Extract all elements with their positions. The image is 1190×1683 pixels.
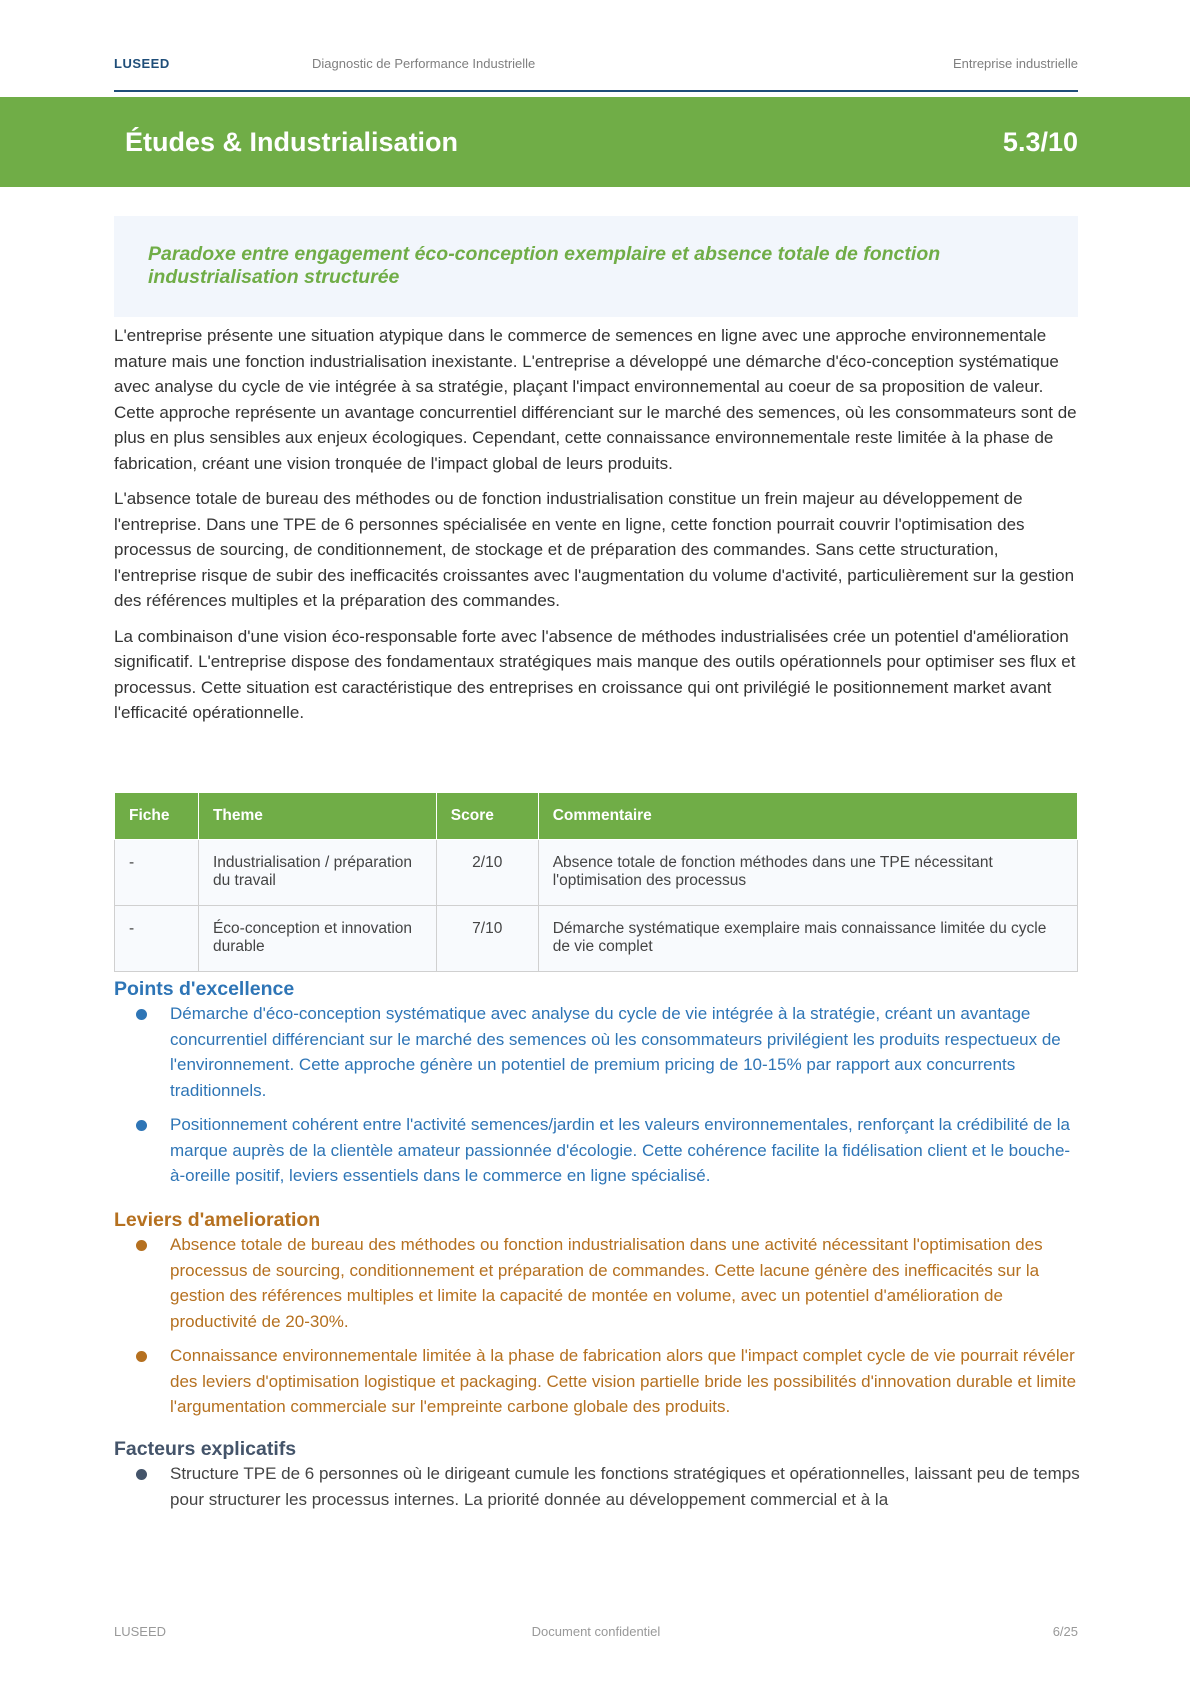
brand-name: LUSEED bbox=[114, 56, 170, 71]
cell-theme: Éco-conception et innovation durable bbox=[198, 906, 436, 972]
factors-list bbox=[114, 1461, 1080, 1512]
bullet-icon bbox=[136, 1351, 147, 1362]
cell-commentaire: Démarche systématique exemplaire mais connaissance limitée du cycle de vie complet bbox=[538, 906, 1077, 972]
list-item-text: Connaissance environnementale limitée à la phase de fabrication alors que l'impact complet cycle de vie pourrait révéler des leviers d'optimisation logistique et packaging. Cette vision partielle bride les possibilités d'innovation durable et limite l'argumentation commerciale sur l'empreinte carbone globale des produits. bbox=[170, 1346, 1077, 1416]
levers-heading: Leviers d'amelioration bbox=[114, 1209, 321, 1231]
score-table bbox=[114, 792, 1078, 972]
section-score: 5.3/10 bbox=[1002, 127, 1078, 157]
list-item-text: Absence totale de bureau des méthodes ou fonction industrialisation dans une activité nécessitant l'optimisation des processus de sourcing, conditionnement et préparation de commandes. Cette lacune génère des inefficacités sur la gestion des références multiples et limite la capacité de montée en volume, avec un potentiel d'amélioration de productivité de 20-30%. bbox=[170, 1235, 1043, 1331]
column-header-theme: Theme bbox=[198, 793, 436, 840]
list-item bbox=[114, 1001, 1080, 1103]
analysis-paragraph: L'entreprise présente une situation atypique dans le commerce de semences en ligne avec une approche environnementale mature mais une fonction industrialisation inexistante. L'entreprise a développé une démarche d'éco-conception systématique avec analyse du cycle de vie intégrée à sa stratégie, plaçant l'impact environnemental au coeur de sa proposition de valeur. Cette approche représente un avantage concurrentiel différenciant sur le marché des semences, où les consommateurs sont de plus en plus sensibles aux enjeux écologiques. Cependant, cette connaissance environnementale reste limitée à la phase de fabrication, créant une vision tronquée de l'impact global de leurs produits. bbox=[114, 326, 1077, 473]
column-header-fiche: Fiche bbox=[115, 793, 199, 840]
table-row bbox=[115, 840, 1078, 906]
list-item bbox=[114, 1343, 1080, 1420]
table-header-row bbox=[115, 793, 1078, 840]
page-number: 6/25 bbox=[1052, 1624, 1078, 1639]
excellence-list bbox=[114, 1001, 1080, 1189]
key-finding-text: Paradoxe entre engagement éco-conception exemplaire et absence totale de fonction industrialisation structurée bbox=[148, 243, 941, 288]
column-header-commentaire: Commentaire bbox=[538, 793, 1077, 840]
cell-score: 2/10 bbox=[436, 840, 538, 906]
cell-fiche: - bbox=[115, 840, 199, 906]
list-item-text: Démarche d'éco-conception systématique avec analyse du cycle de vie intégrée à la stratégie, créant un avantage concurrentiel différenciant sur le marché des semences où les consommateurs privilégient les produits respectueux de l'environnement. Cette approche génère un potentiel de premium pricing de 10-15% par rapport aux concurrents traditionnels. bbox=[170, 1004, 1061, 1100]
cell-commentaire: Absence totale de fonction méthodes dans une TPE nécessitant l'optimisation des processus bbox=[538, 840, 1077, 906]
key-finding-callout bbox=[114, 216, 1078, 317]
section-banner bbox=[0, 97, 1190, 187]
bullet-icon bbox=[136, 1240, 147, 1251]
column-header-score: Score bbox=[436, 793, 538, 840]
cell-score: 7/10 bbox=[436, 906, 538, 972]
list-item-text: Positionnement cohérent entre l'activité semences/jardin et les valeurs environnementales, renforçant la crédibilité de la marque auprès de la clientèle amateur passionnée d'écologie. Cette cohérence facilite la fidélisation client et le bouche-à-oreille positif, leviers essentiels dans le commerce en ligne spécialisé. bbox=[170, 1115, 1071, 1185]
analysis-paragraph: L'absence totale de bureau des méthodes ou de fonction industrialisation constitue un frein majeur au développement de l'entreprise. Dans une TPE de 6 personnes spécialisée en vente en ligne, cette fonction pourrait couvrir l'optimisation des processus de sourcing, de conditionnement, de stockage et de préparation des commandes. Sans cette structuration, l'entreprise risque de subir des inefficacités croissantes avec l'augmentation du volume d'activité, particulièrement sur la gestion des références multiples et la préparation des commandes. bbox=[114, 489, 1075, 610]
factors-heading: Facteurs explicatifs bbox=[114, 1438, 297, 1460]
bullet-icon bbox=[136, 1009, 147, 1020]
list-item bbox=[114, 1112, 1080, 1189]
analysis-body bbox=[114, 323, 1080, 736]
footer-confidentiality: Document confidentiel bbox=[531, 1624, 661, 1639]
analysis-paragraph: La combinaison d'une vision éco-responsable forte avec l'absence de méthodes industrialisées crée un potentiel d'amélioration significatif. L'entreprise dispose des fondamentaux stratégiques mais manque des outils opérationnels pour optimiser ses flux et processus. Cette situation est caractéristique des entreprises en croissance qui ont privilégié le positionnement market avant l'efficacité opérationnelle. bbox=[114, 626, 1076, 722]
factors-section bbox=[114, 1437, 1080, 1521]
levers-list bbox=[114, 1232, 1080, 1420]
footer-brand: LUSEED bbox=[114, 1624, 167, 1639]
excellence-heading: Points d'excellence bbox=[114, 978, 295, 1000]
list-item bbox=[114, 1461, 1080, 1512]
page-header bbox=[114, 54, 1078, 92]
page-footer bbox=[114, 1624, 1078, 1644]
excellence-section bbox=[114, 977, 1080, 1198]
list-item bbox=[114, 1232, 1080, 1334]
levers-section bbox=[114, 1208, 1080, 1429]
document-title: Diagnostic de Performance Industrielle bbox=[312, 56, 536, 71]
list-item-text: Structure TPE de 6 personnes où le dirigeant cumule les fonctions stratégiques et opérationnelles, laissant peu de temps pour structurer les processus internes. La priorité donnée au développement commercial et à la bbox=[170, 1464, 1080, 1509]
table-row bbox=[115, 906, 1078, 972]
bullet-icon bbox=[136, 1469, 147, 1480]
section-title: Études & Industrialisation bbox=[125, 127, 459, 157]
cell-fiche: - bbox=[115, 906, 199, 972]
client-name: Entreprise industrielle bbox=[952, 56, 1078, 71]
cell-theme: Industrialisation / préparation du travail bbox=[198, 840, 436, 906]
bullet-icon bbox=[136, 1120, 147, 1131]
